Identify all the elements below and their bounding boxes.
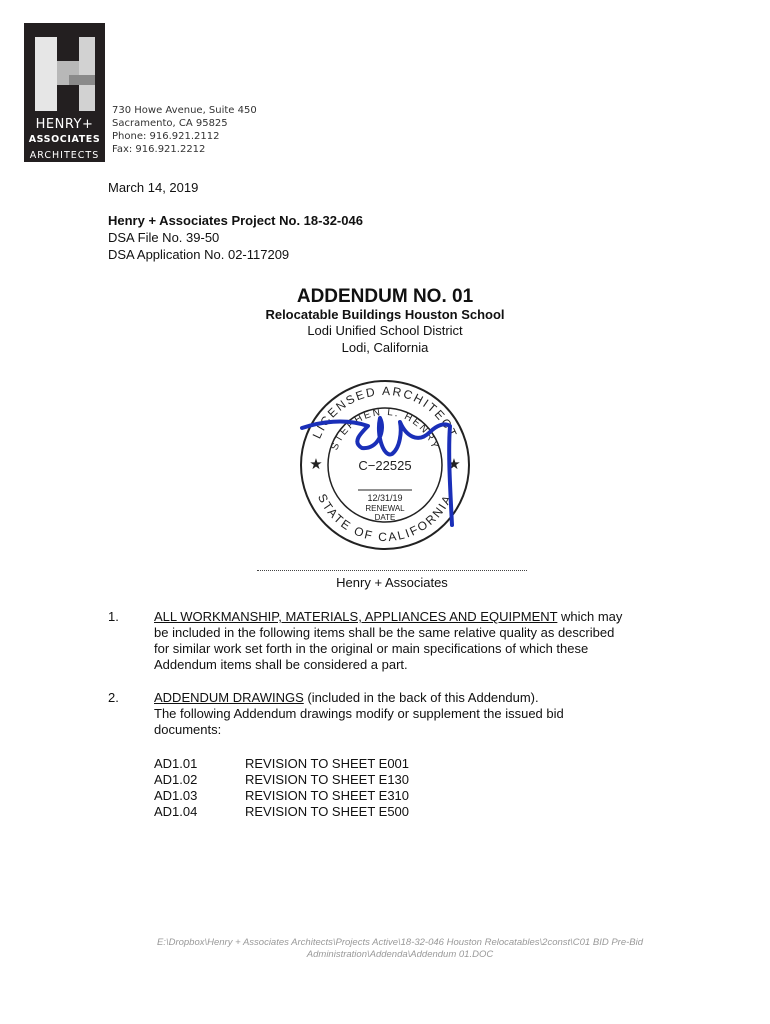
logo-h-mark-icon	[24, 23, 105, 115]
list-item	[154, 788, 409, 804]
drawing-description: REVISION TO SHEET E130	[245, 772, 410, 787]
item-1-number: 1.	[108, 609, 119, 624]
footer-line-2: Administration\Addenda\Addendum 01.DOC	[306, 949, 494, 960]
drawing-description: REVISION TO SHEET E310	[245, 788, 410, 803]
item-2-line-1-rest: (included in the back of this Addendum).	[303, 690, 539, 705]
item-2-paragraph	[154, 690, 694, 738]
drawing-description: REVISION TO SHEET E001	[245, 756, 410, 771]
stamp-renewal-date: 12/31/19	[367, 493, 403, 503]
stamp-bottom-arc-text: STATE OF CALIFORNIA	[314, 491, 456, 545]
drawing-sheet-number: AD1.04	[154, 804, 198, 819]
drawing-sheet-number: AD1.03	[154, 788, 198, 803]
stamp-name-arc-text: STEPHEN L. HENRY	[329, 406, 441, 452]
stamp-left-star-icon: ★	[309, 456, 323, 473]
stamp-right-star-icon: ★	[447, 456, 461, 473]
street-address: 730 Howe Avenue, Suite 450	[112, 105, 257, 116]
dsa-file-number: DSA File No. 39-50	[108, 230, 220, 245]
stamp-date-label: DATE	[374, 513, 396, 522]
logo-word-architects: ARCHITECTS	[29, 150, 100, 161]
drawings-list	[154, 756, 409, 820]
item-1-heading: ALL WORKMANSHIP, MATERIALS, APPLIANCES AND EQUIPMENT	[154, 609, 558, 624]
addendum-title: ADDENDUM NO. 01	[296, 286, 474, 307]
signature-firm-name: Henry + Associates	[336, 575, 448, 590]
city-address: Sacramento, CA 95825	[112, 118, 228, 129]
file-path-footer	[120, 937, 680, 961]
list-item	[154, 804, 409, 820]
stamp-top-arc-text: LICENSED ARCHITECT	[309, 383, 461, 441]
svg-text:STEPHEN L. HENRY	[329, 407, 440, 452]
stamp-license-number: C−22525	[358, 458, 412, 473]
drawing-sheet-number: AD1.01	[154, 756, 198, 771]
project-name: Relocatable Buildings Houston School	[265, 307, 505, 322]
item-2-number: 2.	[108, 690, 119, 705]
architect-stamp	[290, 370, 480, 560]
drawing-description: REVISION TO SHEET E500	[245, 804, 410, 819]
item-1-line-2: be included in the following items shall be the same relative quality as described	[154, 625, 615, 640]
item-1-line-3: for similar work set forth in the original or main specifications of which these	[154, 641, 589, 656]
item-2-heading: ADDENDUM DRAWINGS	[154, 690, 304, 705]
school-district: Lodi Unified School District	[307, 323, 463, 338]
list-item	[154, 772, 409, 788]
logo-word-associates: ASSOCIATES	[28, 134, 101, 145]
footer-line-1: E:\Dropbox\Henry + Associates Architects\Projects Active\18-32-046 Houston Relocatables\2const\C01 BID Pre-Bid	[156, 937, 644, 948]
item-2-line-3: documents:	[154, 722, 222, 737]
item-1-line-4: Addendum items shall be considered a part.	[154, 657, 408, 672]
stamp-renewal-label: RENEWAL	[365, 504, 405, 513]
item-2-line-2: The following Addendum drawings modify or supplement the issued bid	[154, 706, 564, 721]
list-item	[154, 756, 409, 772]
dsa-application-number: DSA Application No. 02-117209	[108, 247, 290, 262]
project-location: Lodi, California	[341, 340, 429, 355]
item-1-line-1-rest: which may	[557, 609, 623, 624]
item-1-paragraph	[154, 609, 694, 673]
company-logo	[24, 23, 105, 162]
fax-number: Fax: 916.921.2212	[112, 144, 206, 155]
project-number: Henry + Associates Project No. 18-32-046	[108, 213, 363, 228]
drawing-sheet-number: AD1.02	[154, 772, 198, 787]
letterhead-address-block	[112, 104, 257, 156]
logo-word-henry: HENRY+	[35, 117, 94, 132]
letter-date: March 14, 2019	[108, 180, 199, 195]
signature-line	[257, 570, 527, 571]
phone-number: Phone: 916.921.2112	[112, 131, 220, 142]
